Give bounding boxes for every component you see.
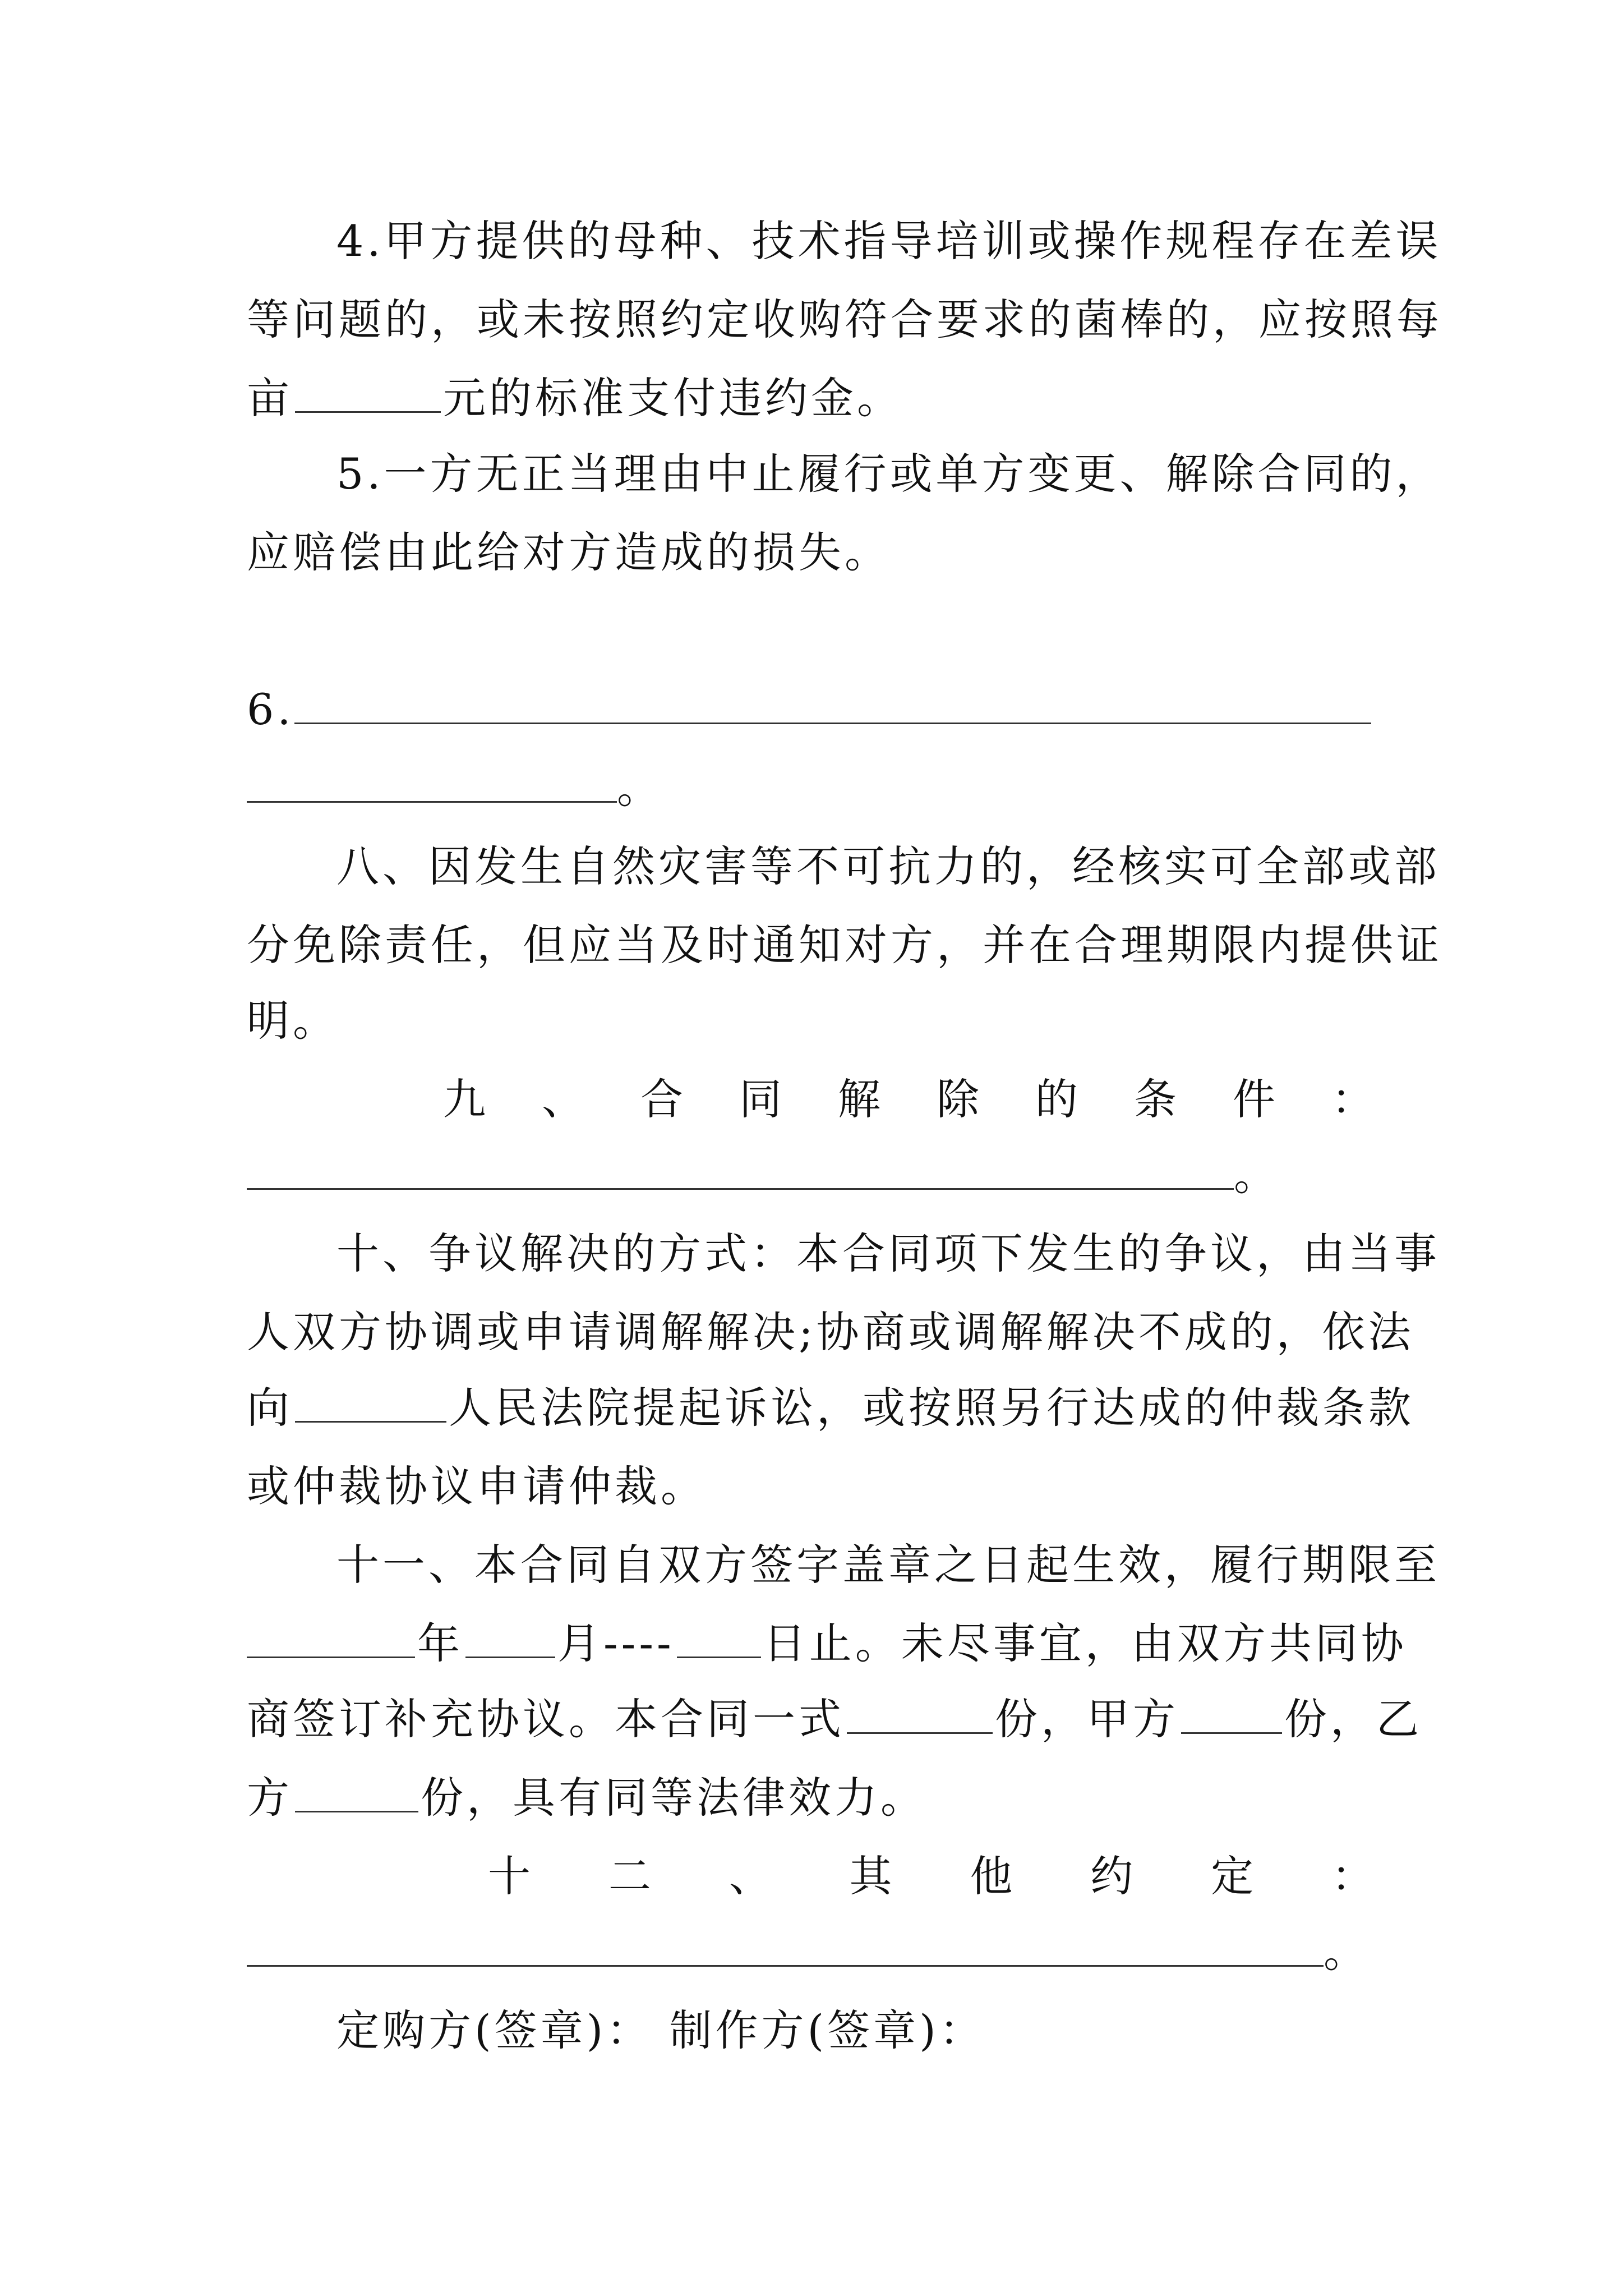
heading-char: 其 [849, 1851, 892, 1901]
clause-6-label: 6. [247, 684, 294, 734]
heading-char: ： [1331, 1074, 1374, 1124]
heading-char: 除 [937, 1074, 979, 1124]
clause-10-line-3 [247, 1380, 1414, 1436]
heading-char: 定 [1211, 1851, 1254, 1901]
text: 月---- [557, 1618, 675, 1668]
blank-line [247, 766, 617, 803]
text: 。 [1324, 1927, 1370, 1977]
heading-char: 同 [739, 1074, 782, 1124]
clause-6-line-1 [247, 682, 1371, 738]
clause-4-line-1: 4.甲方提供的母种、技术指导培训或操作规程存在差误 [336, 216, 1442, 266]
clause-12-heading [488, 1848, 1374, 1904]
clause-10-line-1: 十、争议解决的方式：本合同项下发生的争议，由当事 [336, 1228, 1440, 1278]
blank-court [295, 1386, 446, 1423]
text: 人民法院提起诉讼，或按照另行达成的仲裁条款 [449, 1383, 1414, 1433]
clause-5-line-1: 5.一方无正当理由中止履行或单方变更、解除合同的， [336, 449, 1442, 499]
heading-char: 九 [443, 1074, 486, 1124]
heading-char: 合 [640, 1074, 683, 1124]
text: 方 [247, 1773, 293, 1823]
heading-char: 条 [1134, 1074, 1177, 1124]
blank-year [247, 1622, 415, 1658]
clause-4-line-3 [247, 370, 903, 426]
blank-line [294, 688, 1371, 724]
blank-copies-party-b [295, 1776, 418, 1812]
heading-char: 解 [838, 1074, 880, 1124]
clause-4-line-2: 等问题的，或未按照约定收购符合要求的菌棒的，应按照每 [247, 295, 1442, 344]
text: 年 [417, 1618, 463, 1668]
blank-line [247, 1930, 1324, 1967]
heading-char: 约 [1090, 1851, 1133, 1901]
signature-line: 定购方(签章)： 制作方(签章)： [336, 2005, 985, 2055]
text: 份，具有同等法律效力。 [421, 1773, 926, 1823]
text: 。 [617, 763, 663, 813]
heading-char: 的 [1035, 1074, 1078, 1124]
clause-11-line-1: 十一、本合同自双方签字盖章之日起生效，履行期限至 [336, 1540, 1440, 1590]
clause-10-line-2: 人双方协调或申请调解解决;协商或调解解决不成的，依法 [247, 1307, 1414, 1357]
heading-char: 十 [488, 1851, 531, 1901]
clause-8-line-1: 八、因发生自然灾害等不可抗力的，经核实可全部或部 [336, 841, 1440, 891]
heading-char: 二 [608, 1851, 651, 1901]
heading-char: ： [1331, 1851, 1374, 1901]
text: 日止。未尽事宜，由双方共同协 [763, 1618, 1407, 1668]
text: 向 [247, 1383, 293, 1433]
blank-copies-party-a [1181, 1697, 1282, 1734]
blank-amount [295, 376, 441, 413]
clause-5-line-2: 应赔偿由此给对方造成的损失。 [247, 527, 891, 577]
clause-11-line-4 [247, 1770, 926, 1826]
clause-12-line-2 [247, 1924, 1370, 1980]
clause-8-line-2: 分免除责任，但应当及时通知对方，并在合理期限内提供证 [247, 920, 1442, 970]
clause-10-line-4: 或仲裁协议申请仲裁。 [247, 1461, 707, 1511]
blank-line [247, 1153, 1234, 1190]
clause-11-line-3 [247, 1691, 1422, 1747]
text: 份，甲方 [995, 1694, 1179, 1744]
text: 商签订补充协议。本合同一式 [247, 1694, 845, 1744]
text: 。 [1234, 1150, 1280, 1200]
heading-char: 件 [1233, 1074, 1275, 1124]
clause-8-line-3: 明。 [247, 996, 339, 1046]
blank-month [465, 1622, 555, 1658]
heading-char: 、 [728, 1851, 772, 1901]
clause-6-line-2 [247, 760, 663, 816]
text: 份，乙 [1284, 1694, 1422, 1744]
text: 亩 [247, 373, 293, 423]
text: 元的标准支付违约金。 [443, 373, 903, 423]
clause-9-line-2 [247, 1147, 1280, 1203]
clause-9-heading [443, 1071, 1374, 1128]
heading-char: 、 [542, 1074, 584, 1124]
blank-day [677, 1622, 761, 1658]
blank-copies-total [847, 1697, 993, 1734]
heading-char: 他 [970, 1851, 1013, 1901]
clause-11-line-2 [247, 1616, 1407, 1672]
